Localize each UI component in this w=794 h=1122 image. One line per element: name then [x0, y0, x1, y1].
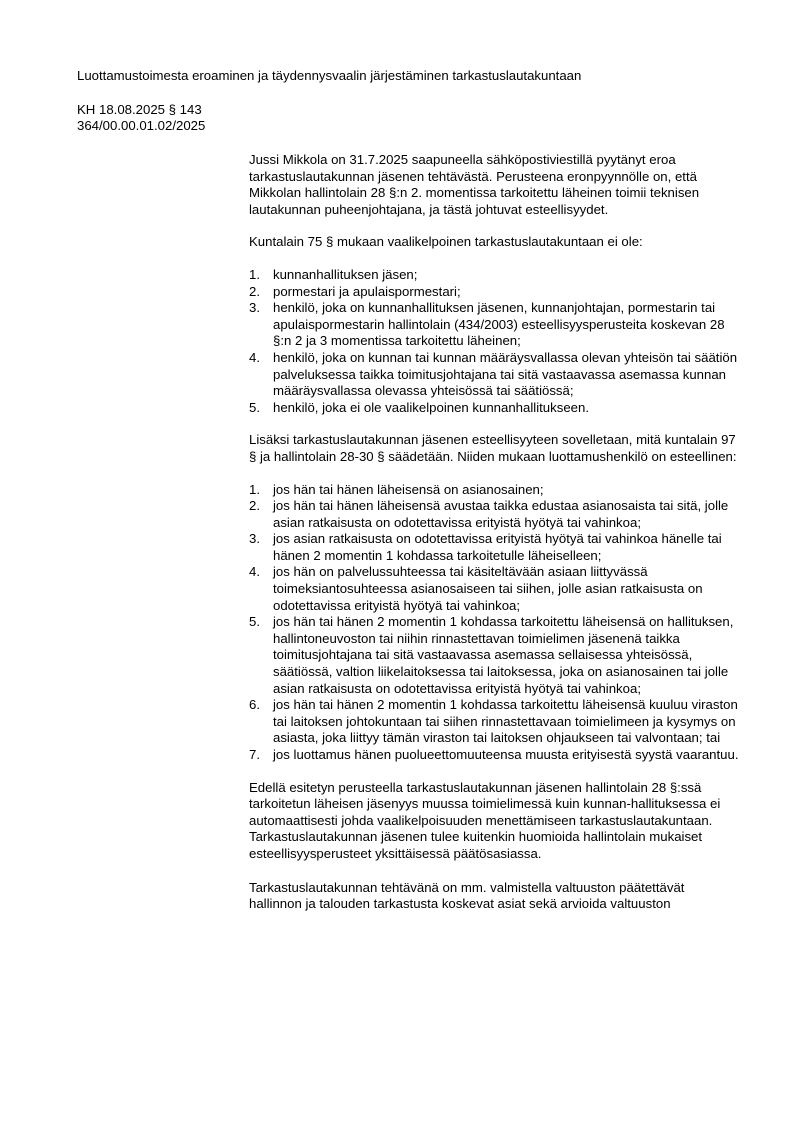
list-item-number: 4. — [249, 564, 260, 580]
list-item-number: 4. — [249, 349, 260, 365]
list-item-text: henkilö, joka on kunnan tai kunnan määräysvallassa olevan yhteisön tai säätiön palveluksessa taikka toimitusjohtajana tai sitä vastaavassa asemassa kunnan määräysvallassa olevassa yhteisössä tai säätiössä; — [273, 349, 738, 399]
eligibility-list — [249, 267, 739, 416]
list-item-number: 1. — [249, 481, 260, 497]
list-item-number: 6. — [249, 697, 260, 713]
list-item — [249, 498, 739, 531]
list-item-number: 5. — [249, 614, 260, 630]
meeting-reference — [77, 102, 205, 134]
list-item — [249, 747, 739, 764]
list-item — [249, 614, 739, 697]
list-item-text: jos hän tai hänen 2 momentin 1 kohdassa tarkoitettu läheisensä on hallituksen, hallintoneuvoston tai niihin rinnastettavan toimielimen jäsenenä taikka toimitusjohtajana tai sitä vastaavassa asemassa sellaisessa yhteisössä, säätiössä, valtion liikelaitoksessa tai laitoksessa, joka on asianosainen tai jolle asian ratkaisusta on odotettavissa erityistä hyötyä tai vahinkoa; — [273, 614, 734, 696]
list-item — [249, 564, 739, 614]
list-item-text: jos asian ratkaisusta on odotettavissa erityistä hyötyä tai vahinkoa hänelle tai hänen 2 momentin 1 kohdassa tarkoitetulle läheiselleen; — [273, 531, 722, 563]
list-item — [249, 300, 739, 350]
list-item — [249, 531, 739, 564]
list-item — [249, 482, 739, 499]
paragraph-disqualification-intro: Lisäksi tarkastuslautakunnan jäsenen esteellisyyteen sovelletaan, mitä kuntalain 97 § ja hallintolain 28-30 § säädetään. Niiden mukaan luottamushenkilö on esteellinen: — [249, 432, 737, 464]
list-item-number: 7. — [249, 747, 260, 762]
list-item — [249, 284, 739, 301]
list-item-text: henkilö, joka on kunnanhallituksen jäsenen, kunnanjohtajan, pormestarin tai apulaispormestarin hallintolain (434/2003) esteellisyysperusteita koskevan 28 §:n 2 ja 3 momentissa tarkoitettu läheinen; — [273, 300, 725, 349]
meeting-ref-line: KH 18.08.2025 § 143 — [77, 102, 202, 117]
list-item — [249, 350, 739, 400]
list-item-number: 2. — [249, 283, 260, 299]
list-item-number: 5. — [249, 399, 260, 415]
paragraph-resignation: Jussi Mikkola on 31.7.2025 saapuneella sähköpostiviestillä pyytänyt eroa tarkastuslautakunnan jäsenen tehtävästä. Perusteena eronpyynnölle on, että Mikkolan hallintolain 28 §:n 2. momentissa tarkoitettu läheinen toimii teknisen lautakunnan puheenjohtajana, ja tästä johtuvat esteellisyydet. — [249, 152, 700, 217]
list-item-number: 3. — [249, 300, 260, 316]
list-item-text: jos hän on palvelussuhteessa tai käsiteltävään asiaan liittyvässä toimeksiantosuhteessa asianosaiseen tai siihen, jolle asian ratkaisusta on odotettavissa erityistä hyötyä tai vahinkoa; — [273, 564, 703, 613]
list-item-text: kunnanhallituksen jäsen; — [273, 266, 418, 282]
document-title: Luottamustoimesta eroaminen ja täydennysvaalin järjestäminen tarkastuslautakuntaan — [77, 68, 582, 83]
list-item-number: 3. — [249, 531, 260, 547]
list-item — [249, 697, 739, 747]
list-item-text: jos hän tai hänen läheisensä avustaa taikka edustaa asianosaista tai sitä, jolle asian ratkaisusta on odotettavissa erityistä hyötyä tai vahinkoa; — [273, 498, 729, 530]
list-item-text: jos hän tai hänen läheisensä on asianosainen; — [273, 481, 544, 497]
list-item-text: jos hän tai hänen 2 momentin 1 kohdassa tarkoitettu läheisensä kuuluu viraston tai laitoksen johtokuntaan tai siihen rinnastettavaan toimielimeen ja kysymys on asiasta, joka liittyy tämän viraston tai laitoksen ohjaukseen tai valvontaan; tai — [273, 697, 738, 746]
diary-number: 364/00.00.01.02/2025 — [77, 118, 206, 133]
list-item-text: jos luottamus hänen puolueettomuuteensa muusta erityisestä syystä vaarantuu. — [273, 747, 739, 762]
paragraph-conclusion: Edellä esitetyn perusteella tarkastuslautakunnan jäsenen hallintolain 28 §:ssä tarkoitetun läheisen jäsenyys muussa toimielimessä kuin kunnan-hallituksessa ei automaattisesti johda vaalikelpoisuuden menettämiseen tarkastuslautakuntaan. Tarkastuslautakunnan jäsenen tulee kuitenkin huomioida hallintolain mukaiset esteellisyysperusteet yksittäisessä päätösasiassa. — [249, 779, 721, 861]
list-item-text: pormestari ja apulaispormestari; — [273, 283, 461, 299]
list-item-number: 1. — [249, 266, 260, 282]
paragraph-board-duties: Tarkastuslautakunnan tehtävänä on mm. valmistella valtuuston päätettävät hallinnon ja talouden tarkastusta koskevat asiat sekä arvioida valtuuston — [249, 879, 685, 912]
list-item-text: henkilö, joka ei ole vaalikelpoinen kunnanhallitukseen. — [273, 399, 589, 415]
list-item-number: 2. — [249, 498, 260, 514]
list-item — [249, 400, 739, 417]
disqualification-list — [249, 482, 739, 764]
list-item — [249, 267, 739, 284]
paragraph-eligibility-intro: Kuntalain 75 § mukaan vaalikelpoinen tarkastuslautakuntaan ei ole: — [249, 234, 643, 250]
document-body — [249, 152, 739, 913]
